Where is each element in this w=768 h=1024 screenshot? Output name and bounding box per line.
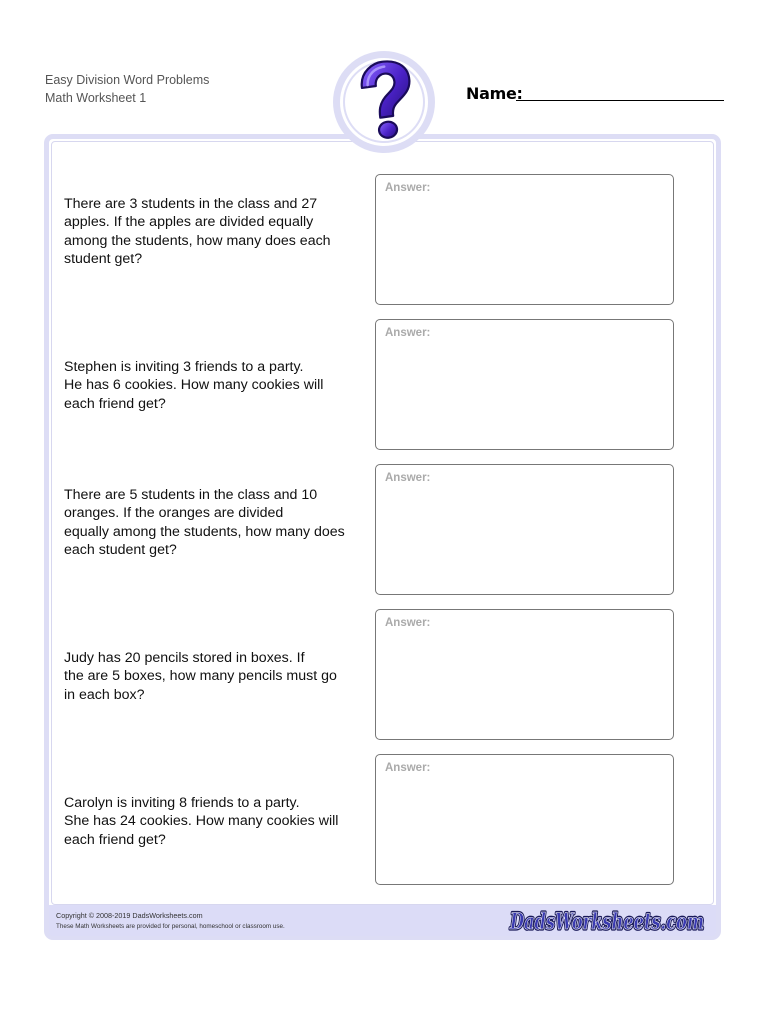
problem-line: There are 5 students in the class and 10 [64,487,318,503]
problem-line: He has 6 cookies. How many cookies will [64,377,324,394]
problem-line: There are 3 students in the class and 27 [64,196,318,212]
answer-box-1[interactable] [375,174,674,305]
answer-box-4[interactable] [375,609,674,740]
problem-2-text [64,358,360,413]
copyright-text: Copyright © 2008-2019 DadsWorksheets.com [56,911,203,920]
problem-line: the are 5 boxes, how many pencils must go [64,668,337,685]
worksheet-title [45,71,209,107]
answer-box-3[interactable] [375,464,674,595]
dadsworksheets-logo[interactable] [508,905,708,937]
answer-box-5[interactable] [375,754,674,885]
usage-text: These Math Worksheets are provided for personal, homeschool or classroom use. [56,923,285,930]
worksheet-title-line1: Easy Division Word Problems [45,73,210,87]
question-mark-icon [331,48,437,158]
problem-line: each friend get? [64,831,166,848]
logo-text: DadsWorksheets.com [509,909,704,935]
answer-box-2[interactable] [375,319,674,450]
name-line[interactable] [516,100,724,101]
problem-line: each friend get? [64,395,166,412]
problem-line: oranges. If the oranges are divided [64,505,284,522]
problem-line: She has 24 cookies. How many cookies will [64,813,339,830]
worksheet-title-line2: Math Worksheet 1 [45,91,147,105]
answer-label: Answer: [385,182,431,194]
problem-line: among the students, how many does each [64,232,331,249]
problem-5-text [64,794,360,849]
problem-line: equally among the students, how many does [64,523,345,540]
name-field[interactable] [466,84,724,104]
answer-label: Answer: [385,617,431,629]
name-label: Name: [466,84,523,103]
problem-4-text [64,649,360,704]
logo-text-shadow: DadsWorksheets.com [509,909,704,935]
problem-line: Judy has 20 pencils stored in boxes. If [64,650,305,666]
problem-line: in each box? [64,686,145,703]
answer-label: Answer: [385,327,431,339]
problem-line: student get? [64,250,143,267]
answer-label: Answer: [385,472,431,484]
problem-1-text [64,195,360,268]
problem-line: Carolyn is inviting 8 friends to a party. [64,795,300,811]
problem-line: Stephen is inviting 3 friends to a party. [64,359,304,375]
problem-line: each student get? [64,541,177,558]
footer-copyright [56,910,285,932]
problem-line: apples. If the apples are divided equally [64,214,314,231]
problem-3-text [64,486,360,559]
answer-label: Answer: [385,762,431,774]
